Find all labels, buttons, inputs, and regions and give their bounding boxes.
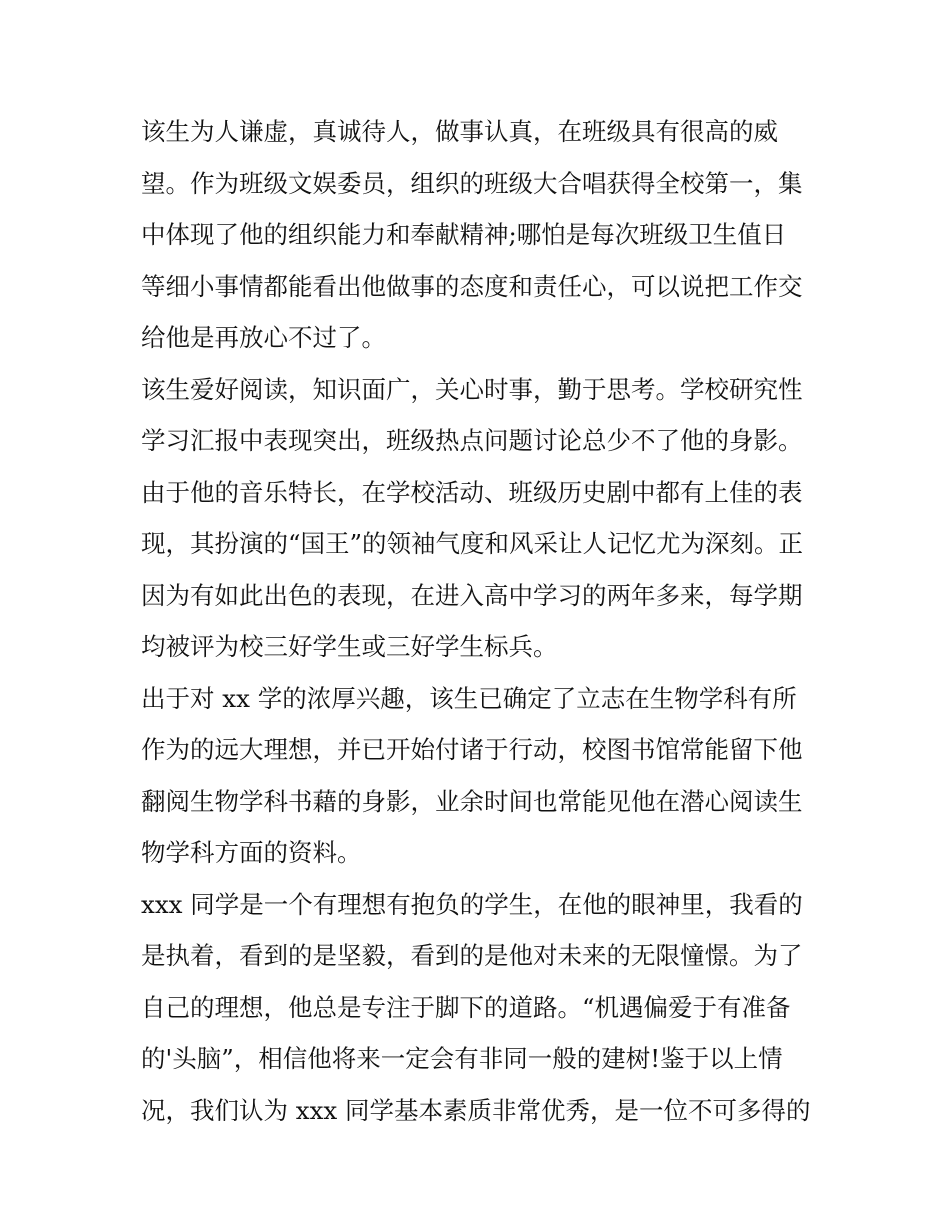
text-line-18: 自己的理想，他总是专注于脚下的道路。“机遇偏爱于有准备 <box>141 992 791 1022</box>
text-line-12: 出于对 xx 学的浓厚兴趣，该生已确定了立志在生物学科有所 <box>141 683 797 713</box>
text-line-20: 况，我们认为 xxx 同学基本素质非常优秀，是一位不可多得的 <box>141 1095 811 1125</box>
text-line-17: 是执着，看到的是坚毅，看到的是他对未来的无限憧憬。为了 <box>141 941 803 970</box>
text-line-10: 因为有如此出色的表现，在进入高中学习的两年多来，每学期 <box>141 580 803 610</box>
text-line-19: 的'头脑”，相信他将来一定会有非同一般的建树!鉴于以上情 <box>141 1044 783 1073</box>
text-line-7: 学习汇报中表现突出，班级热点问题讨论总少不了他的身影。 <box>141 426 803 455</box>
text-line-3: 中体现了他的组织能力和奉献精神;哪怕是每次班级卫生值日 <box>141 220 787 249</box>
text-line-6: 该生爱好阅读，知识面广，关心时事，勤于思考。学校研究性 <box>141 374 803 404</box>
text-line-2: 望。作为班级文娱委员，组织的班级大合唱获得全校第一，集 <box>141 168 803 198</box>
text-line-11: 均被评为校三好学生或三好学生标兵。 <box>141 632 558 661</box>
text-line-1: 该生为人谦虚，真诚待人，做事认真，在班级具有很高的威 <box>141 117 778 146</box>
text-line-8: 由于他的音乐特长，在学校活动、班级历史剧中都有上佳的表 <box>141 477 803 507</box>
text-line-5: 给他是再放心不过了。 <box>141 323 386 352</box>
text-line-13: 作为的远大理想，并已开始付诸于行动，校图书馆常能留下他 <box>141 735 803 764</box>
text-line-15: 物学科方面的资料。 <box>141 838 362 867</box>
text-line-14: 翻阅生物学科书藉的身影，业余时间也常能见他在潜心阅读生 <box>141 786 803 816</box>
text-line-9: 现，其扮演的“国王”的领袖气度和风采让人记忆尤为深刻。正 <box>141 529 804 558</box>
recommendation-text <box>141 106 821 1136</box>
text-line-16: xxx 同学是一个有理想有抱负的学生，在他的眼神里，我看的 <box>141 889 803 919</box>
text-line-4: 等细小事情都能看出他做事的态度和责任心，可以说把工作交 <box>141 271 803 301</box>
